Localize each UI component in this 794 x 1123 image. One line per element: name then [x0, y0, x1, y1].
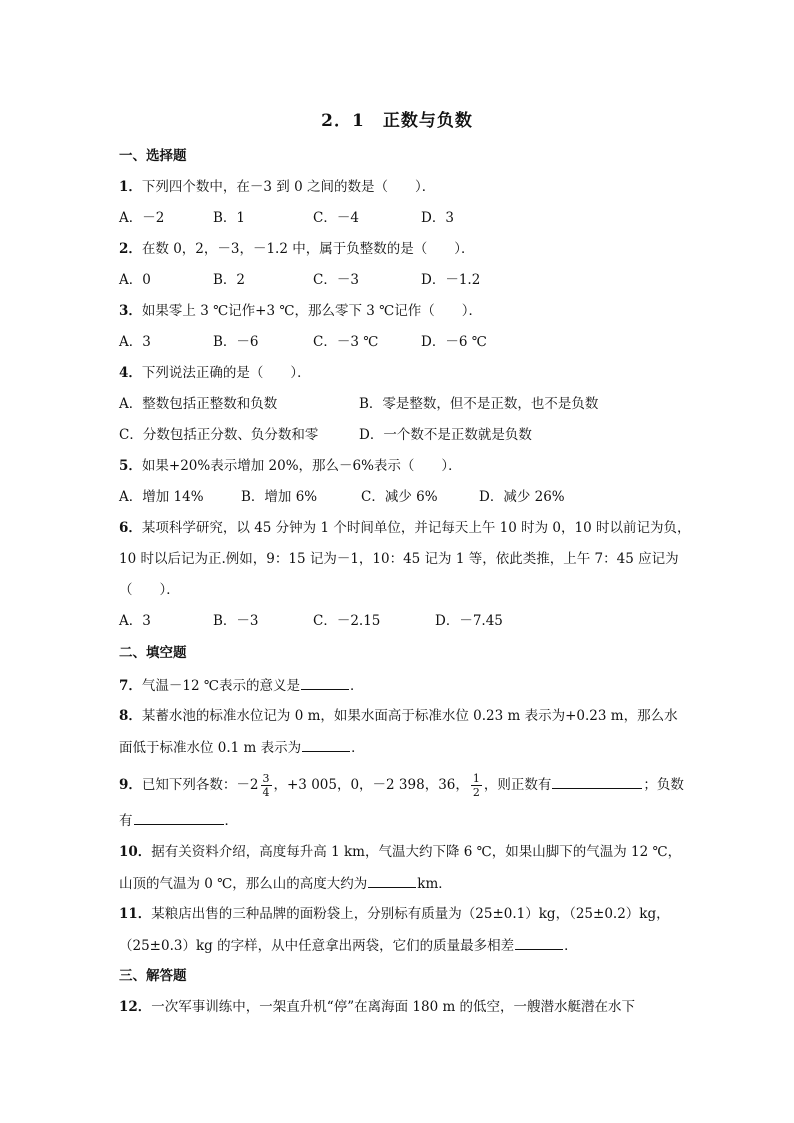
answer-blank[interactable] — [301, 675, 349, 690]
question-text: ，则正数有 — [483, 777, 552, 793]
question-6-line3: （ ）． — [119, 582, 180, 598]
question-number: 3． — [119, 303, 142, 319]
question-10 — [119, 842, 681, 862]
question-text: ；负数 — [643, 777, 684, 793]
question-text: 气温－12 ℃表示的意义是 — [141, 678, 300, 694]
answer-blank[interactable] — [302, 737, 350, 752]
question-2 — [119, 239, 474, 259]
answer-blank-negative[interactable] — [134, 810, 224, 825]
option-b: B．1 — [213, 210, 246, 226]
question-1 — [119, 177, 435, 197]
question-text: 已知下列各数：－2 — [141, 777, 259, 793]
question-end: ． — [351, 740, 365, 756]
option-c: C．减少 6% — [361, 489, 438, 505]
question-text: 下列四个数中，在－3 到 0 之间的数是（ ）． — [141, 179, 436, 195]
option-b: B．－6 — [213, 334, 259, 350]
section-heading-choice: 一、选择题 — [119, 148, 187, 164]
question-number: 7． — [119, 678, 142, 694]
question-5 — [119, 456, 462, 476]
option-d: D．－6 ℃ — [421, 334, 487, 350]
question-3 — [119, 301, 482, 321]
option-a: A．整数包括正整数和负数 — [119, 396, 278, 412]
option-a: A．0 — [119, 272, 151, 288]
question-end: km． — [417, 876, 452, 892]
question-text: 如果+20%表示增加 20%，那么－6%表示（ ）． — [141, 458, 462, 474]
question-8 — [119, 706, 678, 726]
question-end: ． — [564, 938, 578, 954]
fraction-numerator: 3 — [262, 772, 270, 785]
question-text: 在数 0，2，－3，－1.2 中，属于负整数的是（ ）． — [141, 241, 475, 257]
section-heading-solve: 三、解答题 — [119, 968, 187, 984]
option-a: A．3 — [119, 334, 151, 350]
option-a: A．－2 — [119, 210, 165, 226]
option-b: B．零是整数，但不是正数，也不是负数 — [359, 396, 599, 412]
option-c: C．分数包括正分数、负分数和零 — [119, 427, 319, 443]
fraction-denominator: 2 — [472, 786, 480, 799]
question-text: （25±0.3）kg 的字样，从中任意拿出两袋，它们的质量最多相差 — [119, 938, 515, 954]
question-end: ． — [349, 678, 364, 694]
option-c: C．－3 — [313, 272, 359, 288]
question-9 — [119, 768, 684, 802]
question-text: 如果零上 3 ℃记作+3 ℃，那么零下 3 ℃记作（ ）． — [141, 303, 482, 319]
question-text: 面低于标准水位 0.1 m 表示为 — [119, 740, 302, 756]
question-11-line2 — [119, 935, 578, 956]
fraction-numerator: 1 — [472, 772, 480, 785]
fraction-one-half — [471, 772, 482, 799]
option-c: C．－3 ℃ — [313, 334, 379, 350]
question-7 — [119, 675, 363, 696]
question-text: 某蓄水池的标准水位记为 0 m，如果水面高于标准水位 0.23 m 表示为+0.23 m，那么水 — [141, 708, 678, 724]
question-12 — [119, 997, 635, 1017]
question-6 — [119, 518, 690, 538]
question-9-line2 — [119, 810, 238, 831]
question-11 — [119, 904, 670, 924]
question-number: 5． — [119, 458, 142, 474]
question-text: 有 — [119, 813, 133, 829]
question-text: 山顶的气温为 0 ℃，那么山的高度大约为 — [119, 876, 368, 892]
option-b: B．2 — [213, 272, 246, 288]
option-d: D．一个数不是正数就是负数 — [359, 427, 532, 443]
question-text: 下列说法正确的是（ ）． — [141, 365, 311, 381]
question-number: 10． — [119, 844, 152, 860]
fraction-denominator: 4 — [262, 786, 270, 799]
option-b: B．增加 6% — [241, 489, 318, 505]
question-number: 1． — [119, 179, 142, 195]
section-heading-fill: 二、填空题 — [119, 645, 187, 661]
question-text: 据有关资料介绍，高度每升高 1 km，气温大约下降 6 ℃，如果山脚下的气温为 12 ℃， — [151, 844, 682, 860]
option-d: D．减少 26% — [479, 489, 565, 505]
question-number: 4． — [119, 365, 142, 381]
option-a: A．3 — [119, 613, 151, 629]
option-c: C．－4 — [313, 210, 359, 226]
question-number: 6． — [119, 520, 142, 536]
option-c: C．－2.15 — [313, 613, 381, 629]
option-b: B．－3 — [213, 613, 259, 629]
question-text: 一次军事训练中，一架直升机“停”在离海面 180 m 的低空，一艘潜水艇潜在水下 — [151, 999, 636, 1015]
answer-blank[interactable] — [515, 935, 563, 950]
option-a: A．增加 14% — [119, 489, 204, 505]
question-number: 9． — [119, 777, 142, 793]
answer-blank-positive[interactable] — [552, 774, 642, 789]
fraction-three-quarters — [261, 772, 272, 799]
option-d: D．－1.2 — [421, 272, 481, 288]
question-number: 8． — [119, 708, 142, 724]
page-title: 2．1 正数与负数 — [321, 111, 473, 131]
question-10-line2 — [119, 873, 452, 894]
question-text: 某项科学研究，以 45 分钟为 1 个时间单位，并记每天上午 10 时为 0，10 时以前记为负， — [141, 520, 691, 536]
option-d: D．3 — [421, 210, 454, 226]
question-end: ． — [224, 813, 238, 829]
question-8-line2 — [119, 737, 365, 758]
question-text: 某粮店出售的三种品牌的面粉袋上，分别标有质量为（25±0.1）kg，（25±0.2）kg， — [151, 906, 670, 922]
question-4 — [119, 363, 311, 383]
question-text: ，+3 005，0，－2 398，36， — [273, 777, 469, 793]
question-6-line2: 10 时以后记为正.例如，9：15 记为－1，10：45 记为 1 等，依此类推，上午 7：45 应记为 — [119, 551, 679, 567]
question-number: 11． — [119, 906, 152, 922]
question-number: 2． — [119, 241, 142, 257]
answer-blank[interactable] — [368, 873, 416, 888]
question-number: 12． — [119, 999, 152, 1015]
option-d: D．－7.45 — [435, 613, 503, 629]
